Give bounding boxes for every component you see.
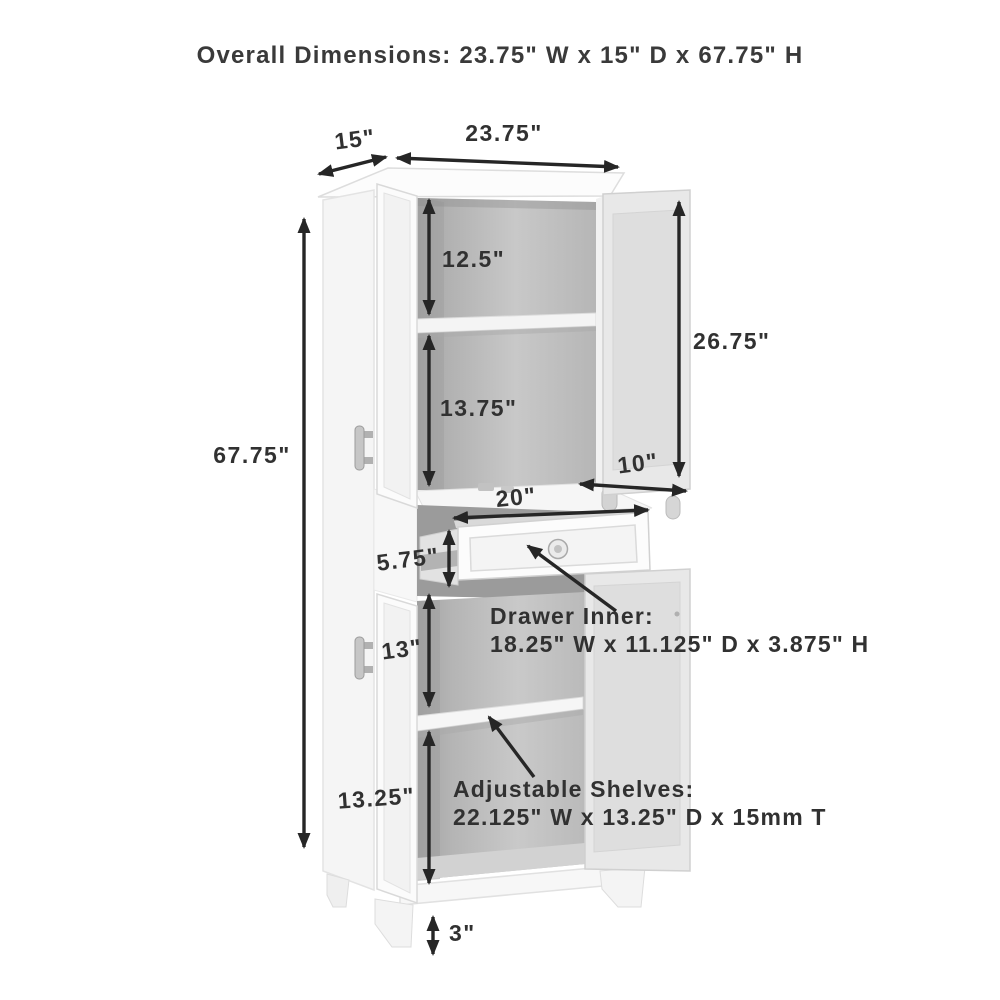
- upper-door-height-label: 26.75": [693, 328, 771, 354]
- depth-label: 15": [333, 123, 377, 155]
- door-screw-icon: [675, 612, 680, 617]
- upper-left-door-handle: [355, 426, 364, 470]
- drawer-height-label: 5.75": [375, 542, 441, 576]
- foot-front-left: [375, 899, 413, 947]
- bottom-compartment-label: 13.25": [336, 782, 416, 814]
- cabinet-illustration: [318, 168, 690, 947]
- hinge-plate-icon: [478, 483, 494, 491]
- drawer-width-label: 20": [494, 481, 538, 513]
- upper-door-width-label: 10": [616, 447, 660, 479]
- lower-left-door-handle: [355, 637, 364, 679]
- overall-dimensions-title: Overall Dimensions: 23.75" W x 15" D x 67.75" H: [196, 42, 804, 69]
- overall-height-label: 67.75": [213, 442, 291, 468]
- drawer-inner-title: Drawer Inner:: [490, 603, 654, 629]
- foot-left-side: [327, 874, 349, 907]
- foot-height-label: 3": [449, 920, 476, 946]
- upper-right-door-panel: [613, 210, 679, 470]
- adjustable-shelves-title: Adjustable Shelves:: [453, 776, 695, 802]
- width-arrow: [397, 158, 618, 167]
- top-compartment-label: 12.5": [442, 246, 506, 272]
- middle-compartment-label: 13.75": [440, 395, 518, 421]
- width-label: 23.75": [465, 120, 543, 146]
- foot-front-right: [600, 867, 645, 907]
- lower-compartment-label: 13": [380, 633, 424, 665]
- drawer-inner-dims: 18.25" W x 11.125" D x 3.875" H: [490, 631, 870, 657]
- drawer-knob-center: [554, 545, 562, 553]
- door-hinge-pin-icon: [666, 496, 680, 519]
- upper-left-door-panel: [384, 193, 410, 499]
- adjustable-shelves-dims: 22.125" W x 13.25" D x 15mm T: [453, 804, 827, 830]
- depth-arrow: [319, 157, 386, 174]
